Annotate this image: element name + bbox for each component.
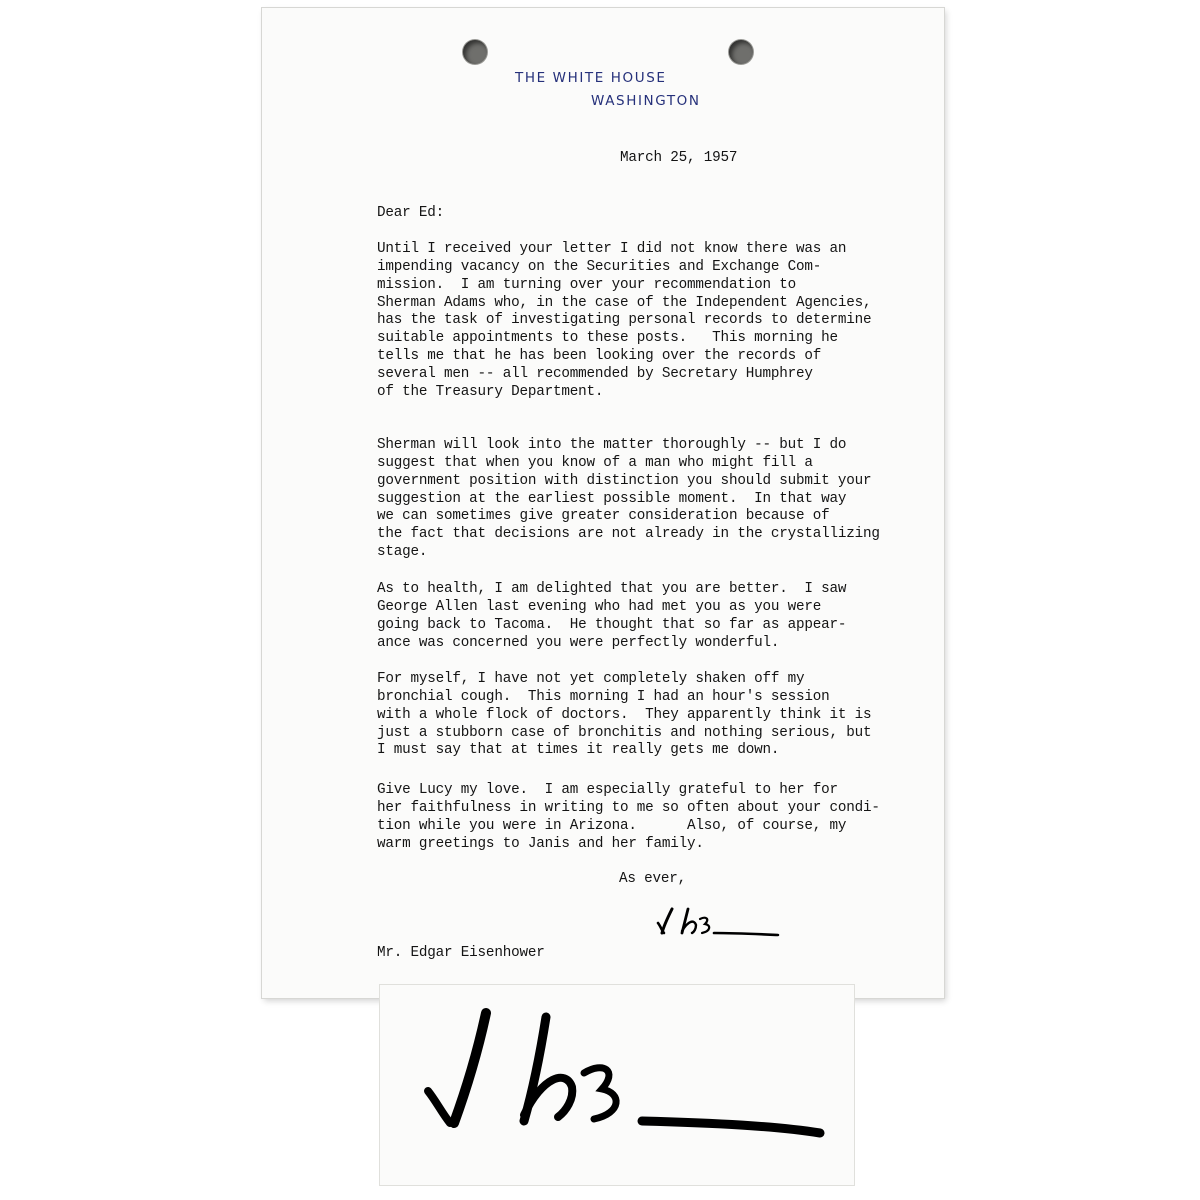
binder-hole-left xyxy=(463,40,487,64)
binder-hole-right xyxy=(729,40,753,64)
signature-enlarged xyxy=(416,995,836,1175)
letter-date: March 25, 1957 xyxy=(620,150,738,166)
salutation: Dear Ed: xyxy=(377,205,445,221)
recipient-name: Mr. Edgar Eisenhower xyxy=(377,945,545,961)
body-paragraph-3: As to health, I am delighted that you are better. I saw George Allen last evening who had met you as you were going back to Tacoma. He thought that so far as appear- ance was concerned you were perfectly wonderful. xyxy=(377,581,847,651)
body-paragraph-5: Give Lucy my love. I am especially grateful to her for her faithfulness in writing to me so often about your condi- tion while you were in Arizona. Also, of course, my warm greetings to Janis and her family. xyxy=(377,782,880,852)
letterhead-title: THE WHITE HOUSE xyxy=(515,70,667,86)
body-paragraph-1: Until I received your letter I did not know there was an impending vacancy on the Securities and Exchange Com- mission. I am turning over your recommendation to Sherman Adams who, in the case of the Independent Agencies, has the task of investigating personal records to determine suitable appointments to these posts. This morning he tells me that he has been looking over the records of several men -- all recommended by Secretary Humphrey of the Treasury Department. xyxy=(377,241,872,400)
body-paragraph-4: For myself, I have not yet completely shaken off my bronchial cough. This morning I had an hour's session with a whole flock of doctors. They apparently think it is just a stubborn case of bronchitis and nothing serious, but I must say that at times it really gets me down. xyxy=(377,671,872,759)
signature-closeup xyxy=(380,985,854,1185)
signature xyxy=(656,903,786,943)
letterhead-city: WASHINGTON xyxy=(591,93,701,109)
body-paragraph-2: Sherman will look into the matter thoroughly -- but I do suggest that when you know of a man who might fill a government position with distinction you should submit your suggestion at the earliest possible moment. In that way we can sometimes give greater consideration because of the fact that decisions are not already in the crystallizing stage. xyxy=(377,437,880,561)
closing: As ever, xyxy=(619,871,687,887)
letter-page xyxy=(262,8,944,998)
